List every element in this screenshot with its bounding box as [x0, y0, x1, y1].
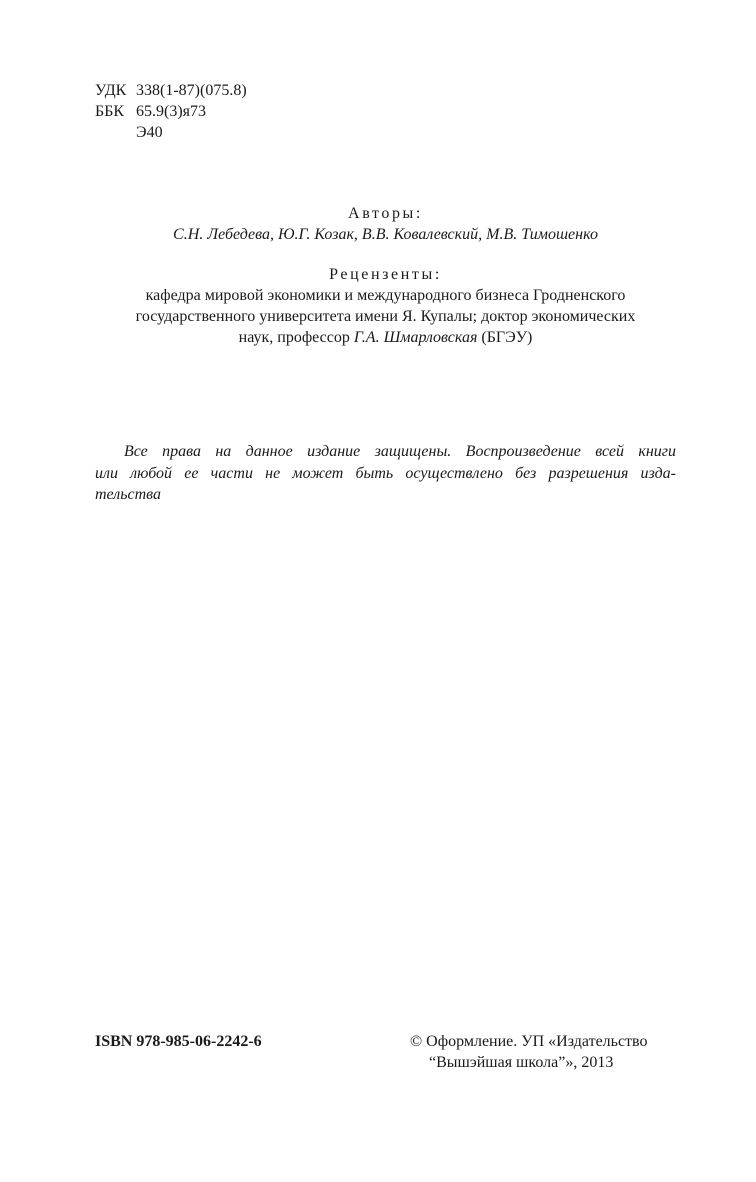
rights-line-3: тельства [95, 486, 162, 503]
rights-line-1: Все права на данное издание защищены. Воспроизведение всей книги [124, 443, 676, 460]
author-mark: Э40 [136, 124, 163, 141]
authors-block [95, 203, 676, 245]
rights-notice [95, 441, 676, 506]
author-mark-row [95, 122, 247, 143]
copyright-line-2: “Вышэйшая школа”», 2013 [429, 1054, 614, 1071]
bbk-row [95, 101, 247, 122]
udk-label: УДК [95, 82, 127, 99]
reviewer-prefix: наук, профессор [238, 329, 354, 346]
copyright-line-1: © Оформление. УП «Издательство [410, 1033, 648, 1050]
classification-codes [95, 80, 247, 143]
authors-names: С.Н. Лебедева, Ю.Г. Козак, В.В. Ковалевский, М.В. Тимошенко [173, 226, 598, 243]
reviewers-line-2: государственного университета имени Я. Купалы; доктор экономических [135, 308, 636, 325]
reviewer-affiliation: (БГЭУ) [477, 329, 533, 346]
reviewers-line-1: кафедра мировой экономики и международного бизнеса Гродненского [145, 287, 626, 304]
copyright-notice [410, 1031, 647, 1073]
reviewers-line-3 [95, 327, 676, 348]
authors-heading: Авторы: [348, 205, 423, 222]
reviewer-name: Г.А. Шмарловская [353, 329, 478, 346]
reviewers-block [95, 264, 676, 348]
isbn: ISBN 978-985-06-2242-6 [95, 1033, 262, 1050]
reviewers-text [95, 285, 676, 348]
udk-row [95, 80, 247, 101]
reviewers-heading: Рецензенты: [329, 266, 442, 283]
udk-value: 338(1-87)(075.8) [136, 82, 247, 99]
bbk-label: ББК [95, 103, 125, 120]
rights-line-2: или любой ее части не может быть осуществлено без разрешения изда- [95, 464, 676, 482]
bbk-value: 65.9(3)я73 [136, 103, 207, 120]
